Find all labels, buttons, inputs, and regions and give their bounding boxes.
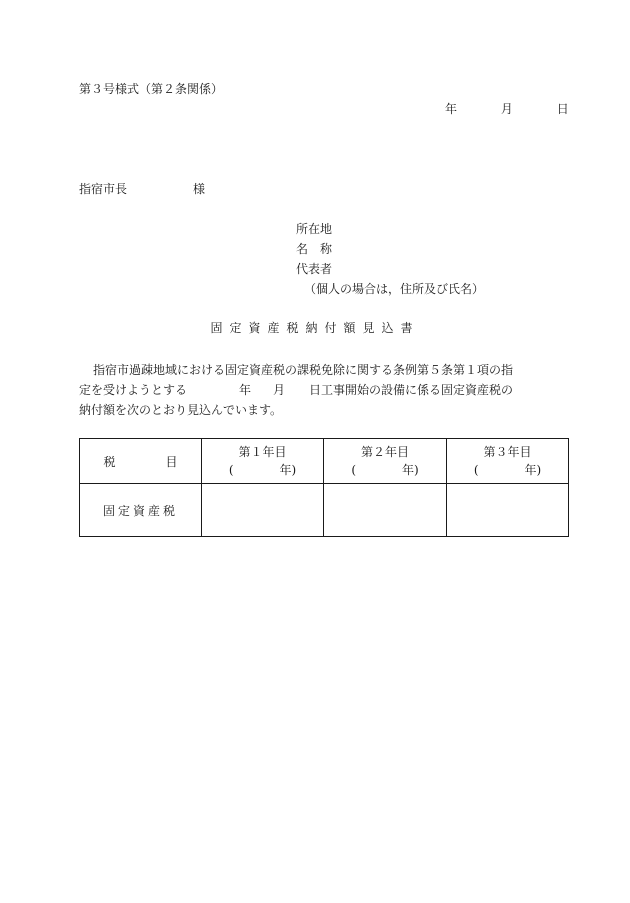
date-day-label: 日 [556, 102, 569, 116]
item-header-right: 目 [165, 454, 178, 469]
body-line-1: 指宿市過疎地域における固定資産税の課税免除に関する条例第５条第１項の指 [93, 363, 514, 377]
item-header-left: 税 [103, 454, 116, 469]
body-line-2b: 日工事開始の設備に係る固定資産税の [309, 383, 514, 397]
year-2-paren-open: ( [351, 463, 356, 477]
year-3-value-cell [447, 484, 569, 537]
form-number: 第３号様式（第２条関係） [79, 82, 224, 96]
addressee [79, 183, 205, 195]
year-1-header [202, 439, 324, 484]
body-line-3: 納付額を次のとおり見込んでいます。 [79, 403, 283, 417]
addressee-honorific: 様 [193, 182, 206, 196]
year-2-unit: 年) [402, 463, 419, 477]
year-1-label: 第１年目 [238, 445, 287, 459]
body-paragraph [79, 360, 569, 420]
date-month-label: 月 [500, 102, 513, 116]
body-month-label: 月 [273, 383, 286, 397]
item-header-cell [80, 439, 202, 484]
representative-label: 代表者 [296, 262, 333, 276]
date-line [445, 103, 569, 115]
year-1-unit: 年) [279, 463, 297, 477]
tax-name-cell: 固定資産税 [80, 484, 202, 537]
year-2-value-cell [324, 484, 447, 537]
year-3-label: 第３年目 [483, 445, 532, 459]
location-label: 所在地 [296, 222, 333, 236]
table-row [80, 484, 569, 537]
applicant-block [296, 223, 484, 303]
addressee-name: 指宿市長 [79, 182, 128, 196]
body-year-label: 年 [239, 383, 252, 397]
year-1-value-cell [202, 484, 324, 537]
year-3-header [447, 439, 569, 484]
table-header-row [80, 439, 569, 484]
year-2-label: 第２年目 [360, 445, 409, 459]
body-line-2a: 定を受けようとする [79, 383, 188, 397]
tax-estimate-table [79, 438, 569, 537]
date-year-label: 年 [445, 102, 458, 116]
year-1-paren-open: ( [228, 463, 234, 477]
year-3-paren-open: ( [473, 463, 479, 477]
individual-note: （個人の場合は，住所及び氏名） [304, 282, 485, 296]
year-2-header [324, 439, 447, 484]
name-label: 名 称 [296, 242, 333, 256]
year-3-unit: 年) [524, 463, 542, 477]
document-title: 固定資産税納付額見込書 [210, 321, 420, 335]
